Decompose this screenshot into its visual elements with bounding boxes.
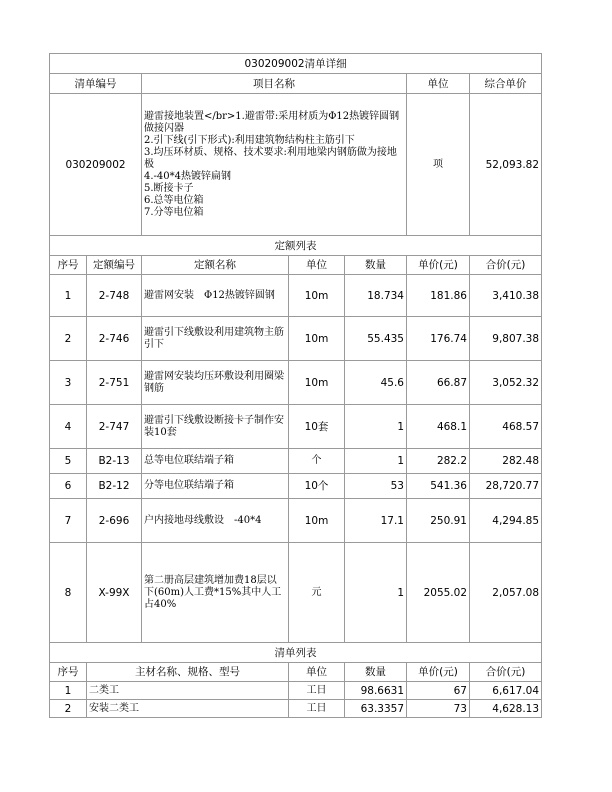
table-row [50, 405, 542, 449]
row-name: 二类工 [87, 682, 289, 700]
table-row [50, 700, 542, 718]
row-no: 4 [50, 405, 87, 449]
row-no: 7 [50, 499, 87, 543]
row-unit: 工日 [289, 682, 345, 700]
table-title: 030209002清单详细 [50, 54, 542, 74]
materials-col-no: 序号 [50, 663, 87, 682]
row-qty: 17.1 [345, 499, 407, 543]
materials-col-total: 合价(元) [470, 663, 542, 682]
row-price: 541.36 [407, 474, 470, 499]
row-no: 1 [50, 275, 87, 317]
item-unit: 项 [407, 94, 470, 236]
quota-col-price: 单价(元) [407, 256, 470, 275]
row-price: 468.1 [407, 405, 470, 449]
row-name: 分等电位联结端子箱 [142, 474, 289, 499]
table-row [50, 474, 542, 499]
quota-col-qty: 数量 [345, 256, 407, 275]
table-row [50, 543, 542, 643]
row-unit: 10m [289, 275, 345, 317]
row-name: 安装二类工 [87, 700, 289, 718]
row-no: 5 [50, 449, 87, 474]
row-qty: 55.435 [345, 317, 407, 361]
row-price: 282.2 [407, 449, 470, 474]
row-code: X-99X [87, 543, 142, 643]
row-qty: 1 [345, 449, 407, 474]
quota-col-code: 定额编号 [87, 256, 142, 275]
item-description: 避雷接地装置</br>1.避雷带:采用材质为Φ12热镀锌圆钢做接闪器 2.引下线(引下形式):利用建筑物结构柱主筋引下 3.均压环材质、规格、技术要求:利用地梁内钢筋做为接地极 4.-40*4热镀锌扁钢 5.断接卡子 6.总等电位箱 7.分等电位箱 [142, 94, 407, 236]
row-total: 9,807.38 [470, 317, 542, 361]
row-no: 8 [50, 543, 87, 643]
row-code: B2-12 [87, 474, 142, 499]
row-qty: 45.6 [345, 361, 407, 405]
row-price: 73 [407, 700, 470, 718]
row-total: 4,294.85 [470, 499, 542, 543]
row-name: 避雷网安装 Φ12热镀锌圆钢 [142, 275, 289, 317]
item-code: 030209002 [50, 94, 142, 236]
row-qty: 63.3357 [345, 700, 407, 718]
table-row [50, 449, 542, 474]
row-code: 2-746 [87, 317, 142, 361]
row-name: 户内接地母线敷设 -40*4 [142, 499, 289, 543]
materials-col-name: 主材名称、规格、型号 [87, 663, 289, 682]
quota-col-no: 序号 [50, 256, 87, 275]
materials-col-qty: 数量 [345, 663, 407, 682]
row-qty: 18.734 [345, 275, 407, 317]
row-unit: 元 [289, 543, 345, 643]
row-no: 2 [50, 317, 87, 361]
row-unit: 工日 [289, 700, 345, 718]
row-code: 2-747 [87, 405, 142, 449]
table-row [50, 275, 542, 317]
materials-col-unit: 单位 [289, 663, 345, 682]
row-no: 6 [50, 474, 87, 499]
quota-col-name: 定额名称 [142, 256, 289, 275]
row-unit: 10m [289, 361, 345, 405]
table-row [50, 317, 542, 361]
row-total: 6,617.04 [470, 682, 542, 700]
row-name: 总等电位联结端子箱 [142, 449, 289, 474]
header-unit: 单位 [407, 74, 470, 94]
row-total: 4,628.13 [470, 700, 542, 718]
item-price: 52,093.82 [470, 94, 542, 236]
row-total: 282.48 [470, 449, 542, 474]
row-total: 28,720.77 [470, 474, 542, 499]
table-row [50, 682, 542, 700]
materials-section-title: 清单列表 [50, 643, 542, 663]
table-row [50, 361, 542, 405]
table-row [50, 499, 542, 543]
row-unit: 10套 [289, 405, 345, 449]
row-total: 3,052.32 [470, 361, 542, 405]
row-price: 250.91 [407, 499, 470, 543]
header-price: 综合单价 [470, 74, 542, 94]
row-name: 第二册高层建筑增加费18层以下(60m)人工费*15%其中人工占40% [142, 543, 289, 643]
row-code: 2-696 [87, 499, 142, 543]
row-qty: 53 [345, 474, 407, 499]
row-total: 2,057.08 [470, 543, 542, 643]
materials-col-price: 单价(元) [407, 663, 470, 682]
row-no: 2 [50, 700, 87, 718]
row-unit: 10m [289, 317, 345, 361]
bill-detail-table [49, 53, 542, 718]
row-code: 2-748 [87, 275, 142, 317]
header-name: 项目名称 [142, 74, 407, 94]
row-price: 176.74 [407, 317, 470, 361]
row-code: B2-13 [87, 449, 142, 474]
row-price: 67 [407, 682, 470, 700]
row-unit: 10m [289, 499, 345, 543]
row-price: 181.86 [407, 275, 470, 317]
row-no: 3 [50, 361, 87, 405]
row-qty: 98.6631 [345, 682, 407, 700]
row-unit: 10个 [289, 474, 345, 499]
row-total: 3,410.38 [470, 275, 542, 317]
row-qty: 1 [345, 405, 407, 449]
quota-col-unit: 单位 [289, 256, 345, 275]
row-unit: 个 [289, 449, 345, 474]
quota-section-title: 定额列表 [50, 236, 542, 256]
row-no: 1 [50, 682, 87, 700]
header-code: 清单编号 [50, 74, 142, 94]
row-name: 避雷引下线敷设断接卡子制作安装10套 [142, 405, 289, 449]
row-price: 66.87 [407, 361, 470, 405]
row-qty: 1 [345, 543, 407, 643]
quota-col-total: 合价(元) [470, 256, 542, 275]
row-name: 避雷网安装均压环敷设利用圈梁钢筋 [142, 361, 289, 405]
row-name: 避雷引下线敷设利用建筑物主筋引下 [142, 317, 289, 361]
row-code: 2-751 [87, 361, 142, 405]
row-price: 2055.02 [407, 543, 470, 643]
row-total: 468.57 [470, 405, 542, 449]
